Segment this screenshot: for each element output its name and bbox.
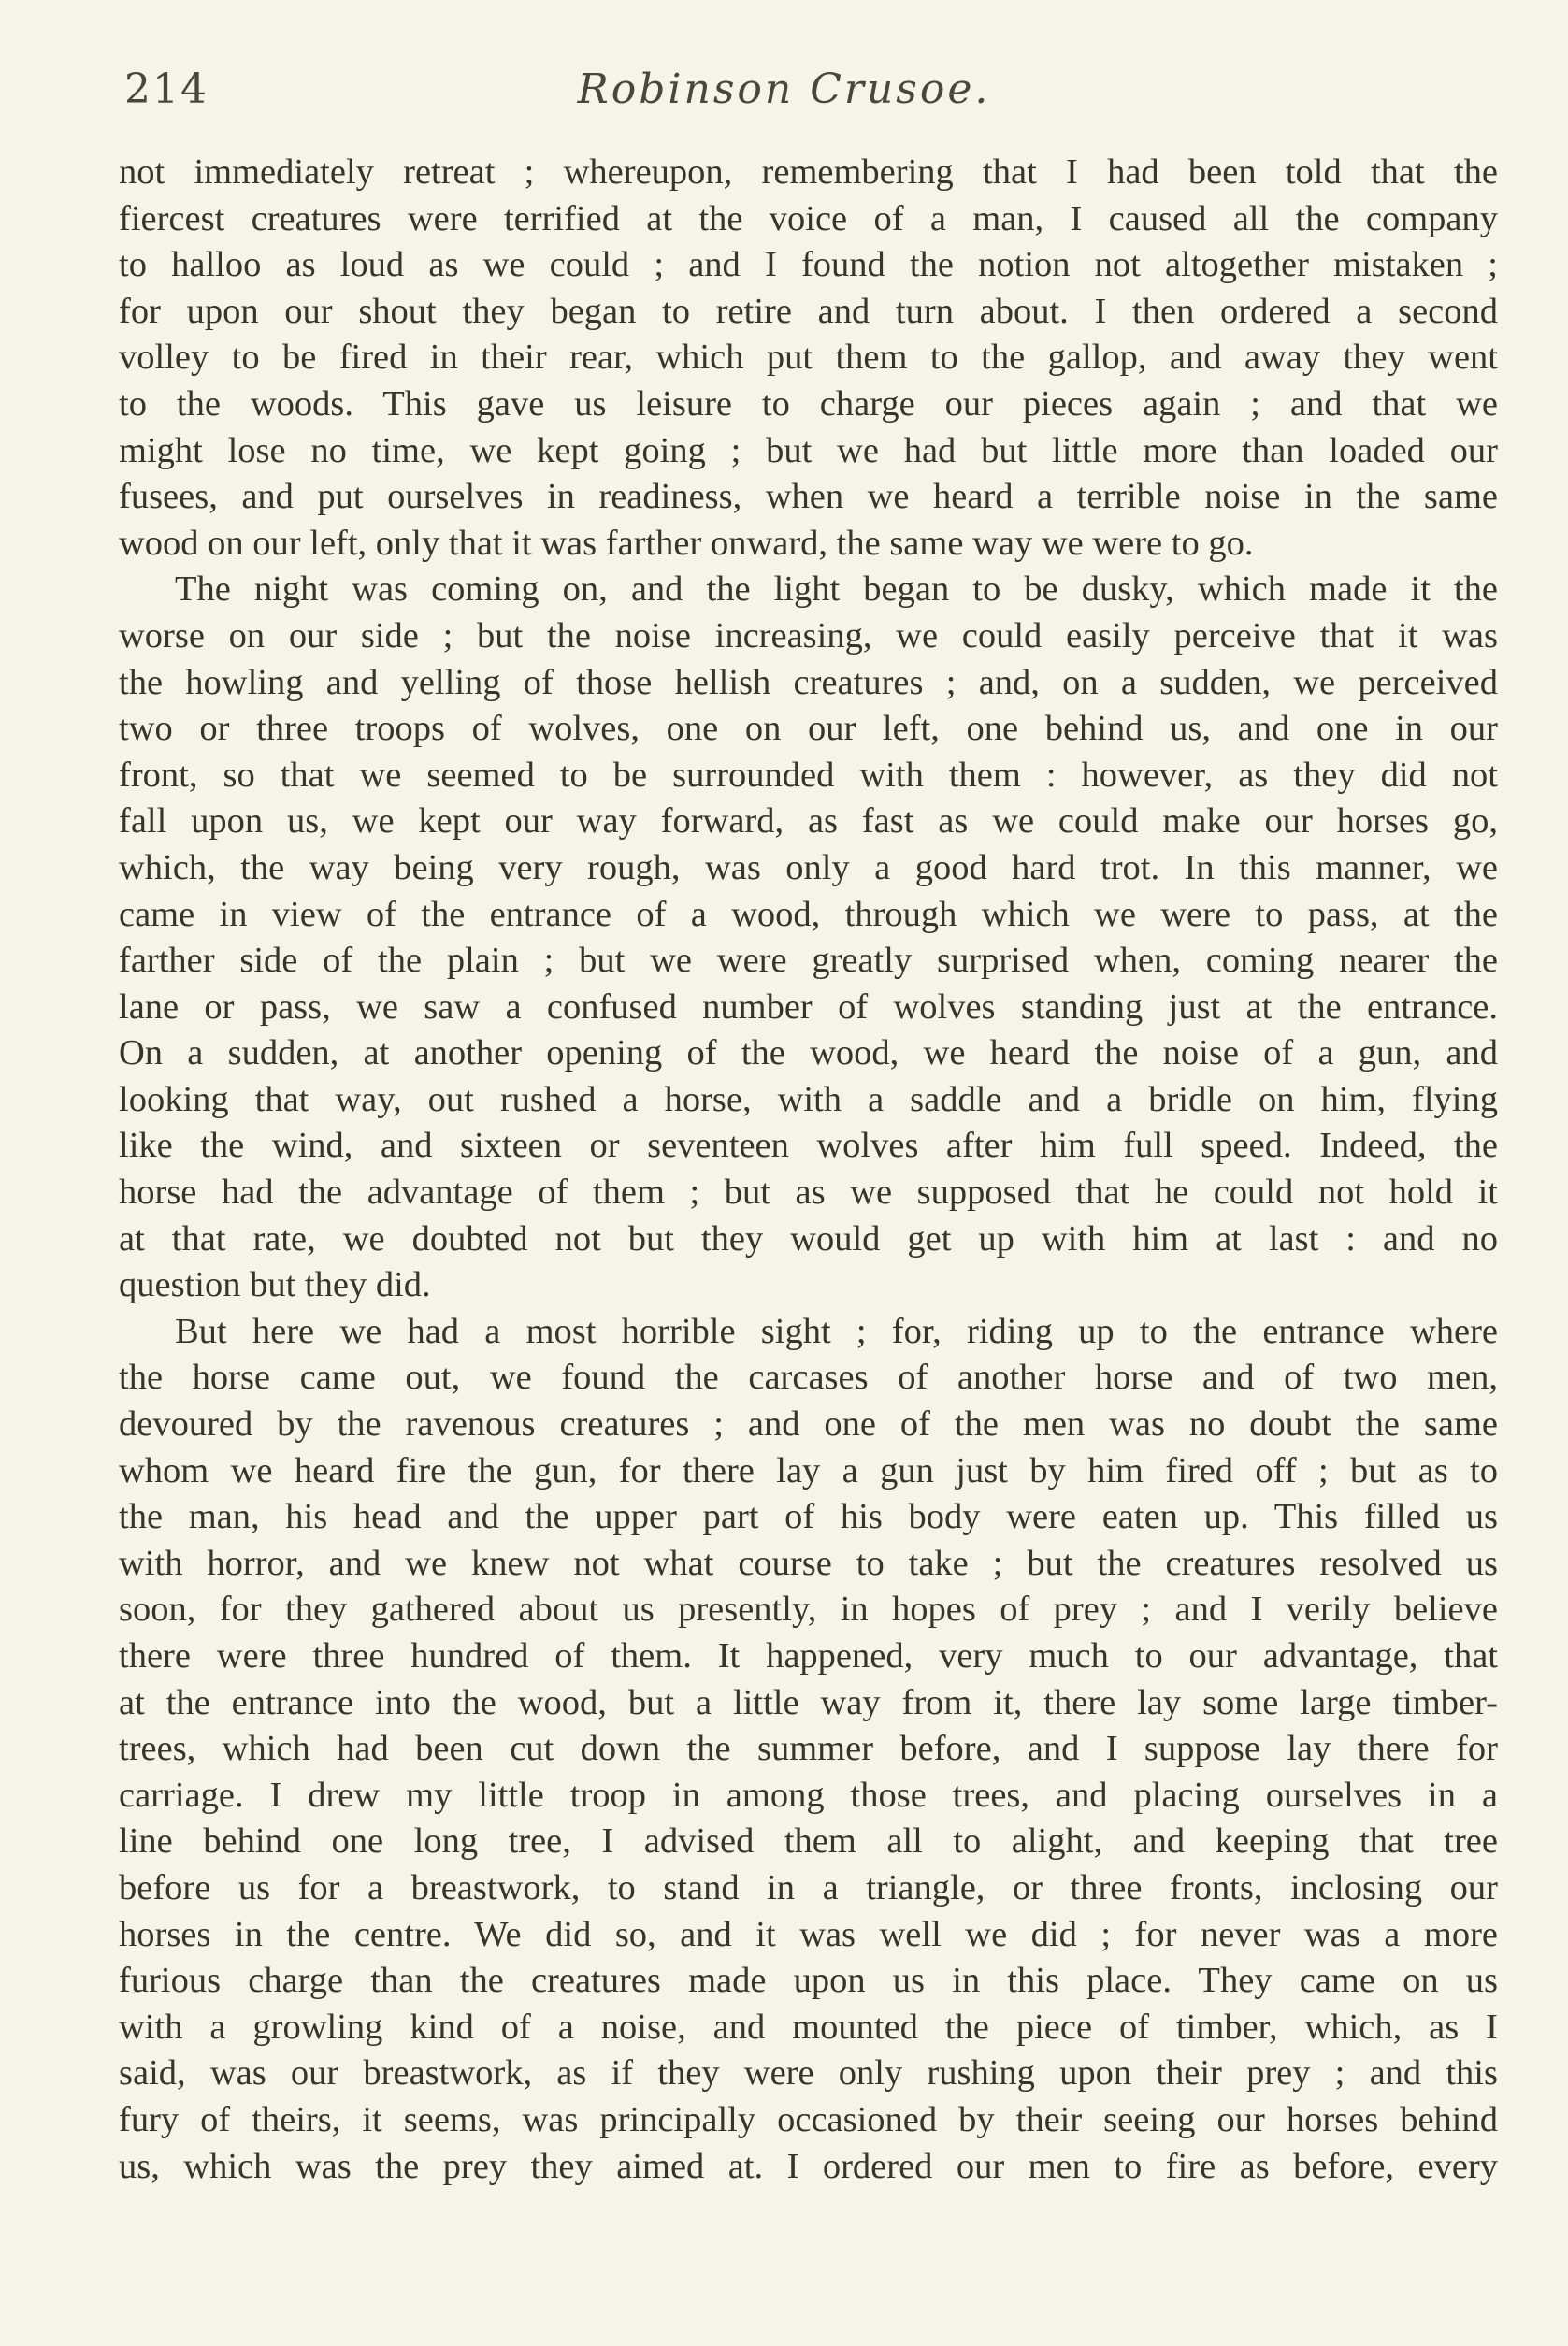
text-line: like the wind, and sixteen or seventeen wolves after him full speed. Indeed, the (119, 1126, 1498, 1166)
text-line: devoured by the ravenous creatures ; and one of the men was no doubt the same (119, 1404, 1498, 1445)
text-line: not immediately retreat ; whereupon, remembering that I had been told that the (119, 152, 1498, 192)
text-line: trees, which had been cut down the summer before, and I suppose lay there for (119, 1729, 1498, 1769)
text-line: before us for a breastwork, to stand in a triangle, or three fronts, inclosing our (119, 1867, 1498, 1907)
body-text (119, 150, 1498, 2190)
text-line: looking that way, out rushed a horse, with a saddle and a bridle on him, flying (119, 1079, 1498, 1119)
text-line: at the entrance into the wood, but a little way from it, there lay some large timber- (119, 1682, 1498, 1722)
text-line: On a sudden, at another opening of the wood, we heard the noise of a gun, and (119, 1033, 1498, 1073)
text-line: question but they did. (119, 1265, 431, 1305)
text-line: us, which was the prey they aimed at. I ordered our men to fire as before, every (119, 2146, 1498, 2186)
text-line: wood on our left, only that it was farther onward, the same way we were to go. (119, 523, 1254, 563)
text-line: said, was our breastwork, as if they were only rushing upon their prey ; and this (119, 2053, 1498, 2094)
text-line: with horror, and we knew not what course to take ; but the creatures resolved us (119, 1543, 1498, 1583)
text-line: But here we had a most horrible sight ; for, riding up to the entrance where (175, 1311, 1498, 1351)
text-line: to halloo as loud as we could ; and I found the notion not altogether mistaken ; (119, 245, 1498, 285)
text-line: The night was coming on, and the light began to be dusky, which made it the (175, 569, 1498, 610)
text-line: at that rate, we doubted not but they would get up with him at last : and no (119, 1218, 1498, 1259)
page-number: 214 (124, 65, 209, 113)
text-line: fury of theirs, it seems, was principally occasioned by their seeing our horses behind (119, 2099, 1498, 2139)
text-line: fusees, and put ourselves in readiness, when we heard a terrible noise in the same (119, 477, 1498, 517)
text-line: lane or pass, we saw a confused number of wolves standing just at the entrance. (119, 986, 1498, 1027)
text-line: horses in the centre. We did so, and it was well we did ; for never was a more (119, 1914, 1498, 1954)
text-line: with a growling kind of a noise, and mounted the piece of timber, which, as I (119, 2007, 1498, 2047)
text-line: front, so that we seemed to be surrounded with them : however, as they did not (119, 755, 1498, 795)
text-line: came in view of the entrance of a wood, through which we were to pass, at the (119, 894, 1498, 934)
text-line: there were three hundred of them. It happened, very much to our advantage, that (119, 1636, 1498, 1676)
text-line: whom we heard fire the gun, for there lay a gun just by him fired off ; but as to (119, 1450, 1498, 1490)
text-line: the howling and yelling of those hellish creatures ; and, on a sudden, we perceived (119, 662, 1498, 702)
text-line: two or three troops of wolves, one on our left, one behind us, and one in our (119, 709, 1498, 749)
text-line: fiercest creatures were terrified at the voice of a man, I caused all the company (119, 198, 1498, 238)
text-line: line behind one long tree, I advised them all to alight, and keeping that tree (119, 1821, 1498, 1862)
text-line: soon, for they gathered about us presently, in hopes of prey ; and I verily believe (119, 1590, 1498, 1630)
text-line: might lose no time, we kept going ; but we had but little more than loaded our (119, 430, 1498, 470)
text-line: carriage. I drew my little troop in among those trees, and placing ourselves in a (119, 1775, 1498, 1815)
running-title: Robinson Crusoe. (577, 65, 991, 113)
text-line: horse had the advantage of them ; but as we supposed that he could not hold it (119, 1173, 1498, 1213)
text-line: volley to be fired in their rear, which put them to the gallop, and away they went (119, 338, 1498, 378)
text-line: which, the way being very rough, was only a good hard trot. In this manner, we (119, 847, 1498, 887)
text-line: farther side of the plain ; but we were greatly surprised when, coming nearer the (119, 941, 1498, 981)
text-line: to the woods. This gave us leisure to charge our pieces again ; and that we (119, 383, 1498, 424)
text-line: for upon our shout they began to retire and turn about. I then ordered a second (119, 291, 1498, 331)
text-line: the man, his head and the upper part of his body were eaten up. This filled us (119, 1497, 1498, 1537)
text-line: furious charge than the creatures made upon us in this place. They came on us (119, 1961, 1498, 2001)
text-line: worse on our side ; but the noise increasing, we could easily perceive that it was (119, 615, 1498, 655)
text-line: the horse came out, we found the carcases of another horse and of two men, (119, 1358, 1498, 1398)
text-line: fall upon us, we kept our way forward, as fast as we could make our horses go, (119, 801, 1498, 842)
